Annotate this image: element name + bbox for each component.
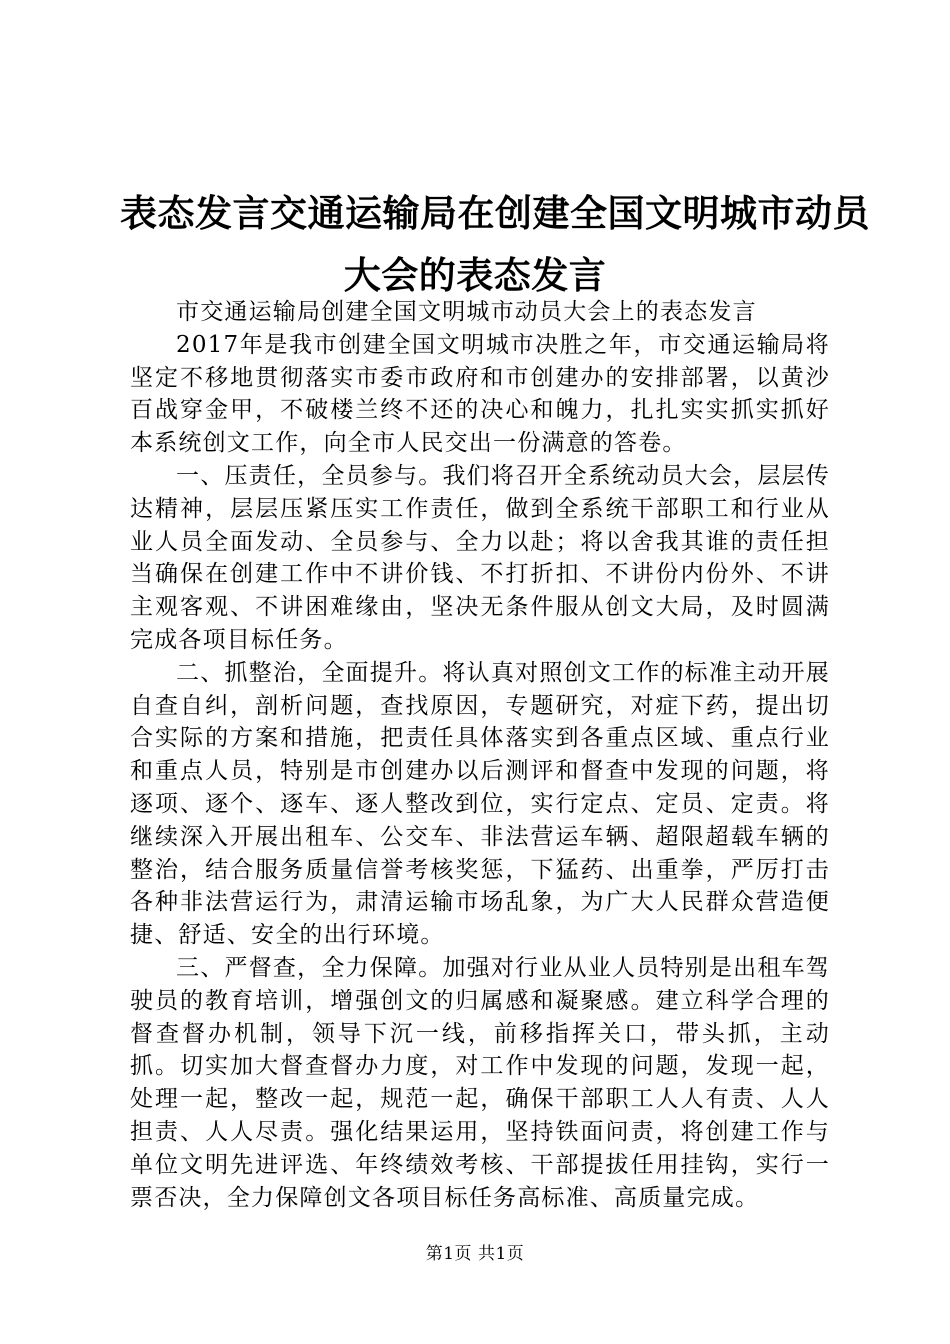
- subtitle-paragraph: 市交通运输局创建全国文明城市动员大会上的表态发言: [176, 299, 757, 325]
- section-two-paragraph: 二、抓整治，全面提升。将认真对照创文工作的标准主动开展自查自纠，剖析问题，查找原因，专题研究，对症下药，提出切合实际的方案和措施，把责任具体落实到各重点区域、重点行业和重点人员，特别是市创建办以后测评和督查中发现的问题，将逐项、逐个、逐车、逐人整改到位，实行定点、定员、定责。将继续深入开展出租车、公交车、非法营运车辆、超限超载车辆的整治，结合服务质量信誉考核奖惩，下猛药、出重拳，严厉打击各种非法营运行为，肃清运输市场乱象，为广大人民群众营造便捷、舒适、安全的出行环境。: [130, 659, 830, 949]
- section-one-paragraph: 一、压责任，全员参与。我们将召开全系统动员大会，层层传达精神，层层压紧压实工作责任，做到全系统干部职工和行业从业人员全面发动、全员参与、全力以赴；将以舍我其谁的责任担当确保在创建工作中不讲价钱、不打折扣、不讲份内份外、不讲主观客观、不讲困难缘由，坚决无条件服从创文大局，及时圆满完成各项目标任务。: [130, 462, 830, 653]
- title-line-2: 大会的表态发言: [343, 254, 607, 297]
- document-body: [130, 296, 830, 1214]
- intro-paragraph: 2017年是我市创建全国文明城市决胜之年，市交通运输局将坚定不移地贯彻落实市委市政府和市创建办的安排部署，以黄沙百战穿金甲，不破楼兰终不还的决心和魄力，扎扎实实抓实抓好本系统创文工作，向全市人民交出一份满意的答卷。: [130, 331, 830, 457]
- title-line-1: 表态发言交通运输局在创建全国文明城市动员: [120, 192, 870, 235]
- section-three-paragraph: 三、严督查，全力保障。加强对行业从业人员特别是出租车驾驶员的教育培训，增强创文的归属感和凝聚感。建立科学合理的督查督办机制，领导下沉一线，前移指挥关口，带头抓，主动抓。切实加大督查督办力度，对工作中发现的问题，发现一起，处理一起，整改一起，规范一起，确保干部职工人人有责、人人担责、人人尽责。强化结果运用，坚持铁面问责，将创建工作与单位文明先进评选、年终绩效考核、干部提拔任用挂钩，实行一票否决，全力保障创文各项目标任务高标准、高质量完成。: [130, 954, 830, 1211]
- page-footer: 第1页 共1页: [425, 1244, 525, 1264]
- document-title: [120, 183, 870, 307]
